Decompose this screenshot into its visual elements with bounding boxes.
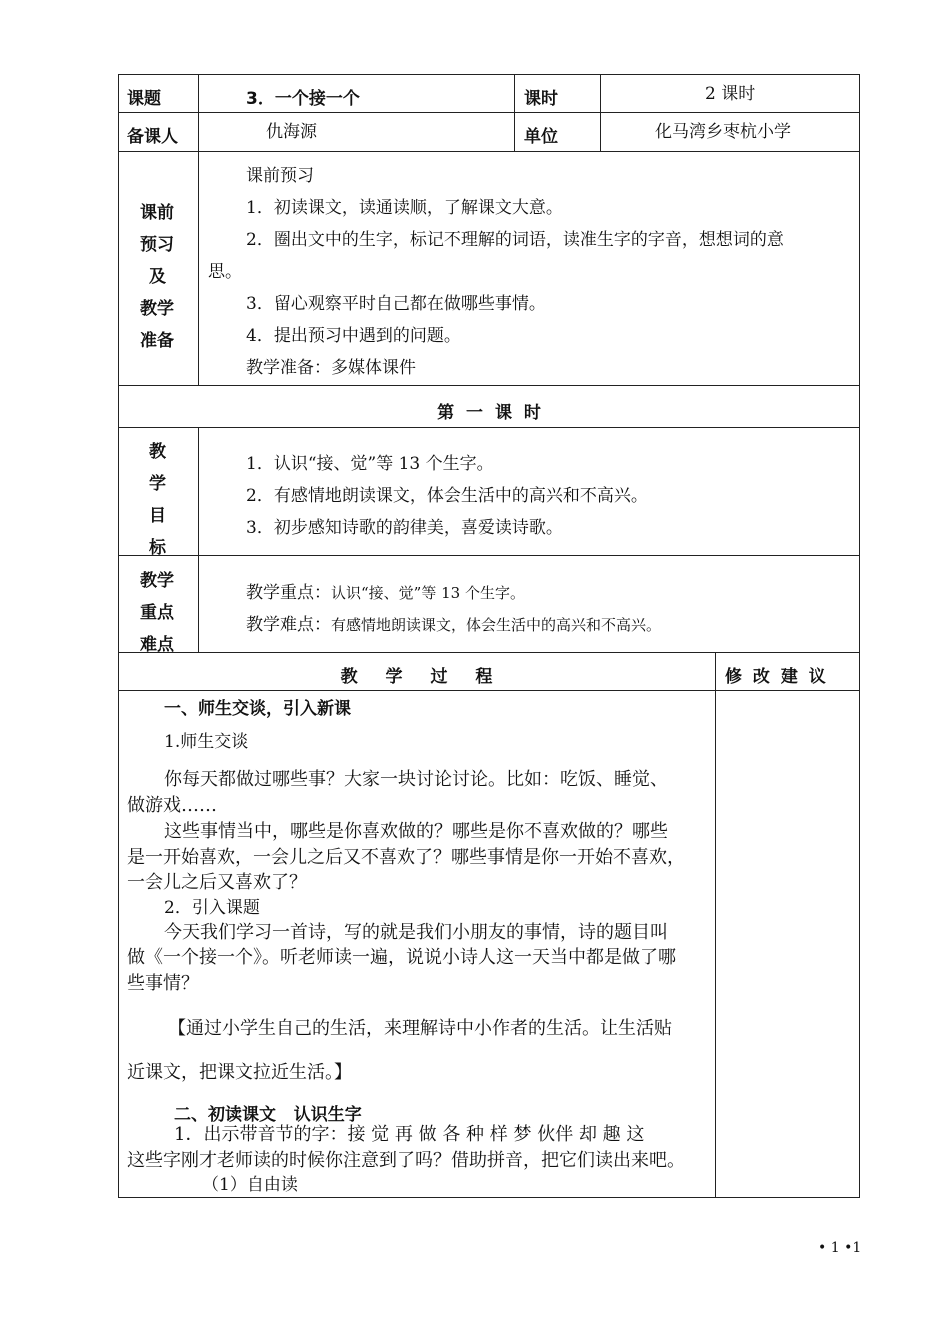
goal-line: 1．认识“接、觉”等 13 个生字。	[246, 454, 494, 474]
table-col-line	[715, 652, 716, 1197]
table-row-line	[118, 427, 860, 428]
preview-label-line: 课前	[140, 203, 174, 223]
preview-line: 4．提出预习中遇到的问题。	[246, 326, 461, 346]
unit-value: 化马湾乡枣杭小学	[655, 122, 791, 142]
goals-label-line: 标	[149, 538, 166, 558]
difficulty-label: 教学难点：	[246, 615, 331, 635]
difficulty-line	[246, 615, 661, 635]
process-header: 教 学 过 程	[340, 667, 493, 687]
table-row-line	[118, 385, 860, 386]
note-line: 近课文，把课文拉近生活。】	[127, 1062, 352, 1083]
preview-line: 思。	[208, 262, 242, 282]
keypoints-label-line: 重点	[140, 603, 174, 623]
para3-line: 做《一个接一个》。听老师读一遍，说说小诗人这一天当中都是做了哪	[127, 947, 676, 968]
para4-line: （1）自由读	[202, 1175, 298, 1195]
goal-line: 3．初步感知诗歌的韵律美，喜爱读诗歌。	[246, 518, 563, 538]
keypoints-label-line: 教学	[140, 571, 174, 591]
para1-line: 你每天都做过哪些事？大家一块讨论讨论。比如：吃饭、睡觉、	[164, 769, 668, 790]
note-line: 【通过小学生自己的生活，来理解诗中小作者的生活。让生活贴	[168, 1018, 672, 1039]
focus-text: 认识“接、觉”等 13 个生字。	[331, 584, 525, 602]
para2-line: 这些事情当中，哪些是你喜欢做的？哪些是你不喜欢做的？哪些	[164, 821, 668, 842]
table-border-left	[118, 74, 119, 1198]
para3-line: 今天我们学习一首诗，写的就是我们小朋友的事情，诗的题目叫	[164, 922, 668, 943]
lesson-title: 第 一 课 时	[437, 403, 541, 423]
table-row-line	[118, 555, 860, 556]
para4-line: 这些字刚才老师读的时候你注意到了吗？借助拼音，把它们读出来吧。	[127, 1150, 685, 1171]
section2-title: 二、初读课文 认识生字	[174, 1105, 362, 1125]
table-border-top	[118, 74, 860, 75]
item1: 1.师生交谈	[164, 732, 249, 752]
goals-label-line: 教	[149, 442, 166, 462]
table-col-line	[198, 74, 199, 385]
goal-line: 2．有感情地朗读课文，体会生活中的高兴和不高兴。	[246, 486, 648, 506]
preview-label-line: 及	[149, 267, 166, 287]
preview-line: 课前预习	[246, 166, 314, 186]
table-col-line	[600, 74, 601, 151]
hours-label: 课时	[524, 89, 558, 109]
topic-label: 课题	[127, 89, 161, 109]
preview-line: 2．圈出文中的生字，标记不理解的词语，读准生字的字音，想想词的意	[246, 230, 784, 250]
page-number: • 1 •1	[818, 1240, 862, 1256]
para4-line: 1．出示带音节的字：接 觉 再 做 各 种 样 梦 伙伴 却 趣 这	[174, 1124, 645, 1145]
table-border-right	[859, 74, 860, 1198]
preview-line: 教学准备：多媒体课件	[246, 358, 416, 378]
difficulty-text: 有感情地朗读课文，体会生活中的高兴和不高兴。	[331, 616, 662, 634]
preview-label-line: 预习	[140, 235, 174, 255]
table-row-line	[118, 690, 860, 691]
goals-label-line: 目	[149, 506, 166, 526]
preview-label-line: 教学	[140, 299, 174, 319]
table-row-line	[118, 151, 860, 152]
para2-line: 是一开始喜欢，一会儿之后又不喜欢了？哪些事情是你一开始不喜欢，	[127, 847, 685, 868]
table-border-bottom	[118, 1197, 860, 1198]
preview-label-line: 准备	[140, 331, 174, 351]
item2: 2．引入课题	[164, 898, 260, 918]
para3-line: 些事情？	[127, 973, 199, 994]
keypoints-label-line: 难点	[140, 635, 174, 655]
preview-line: 3．留心观察平时自己都在做哪些事情。	[246, 294, 546, 314]
table-col-line	[198, 427, 199, 652]
focus-line	[246, 583, 525, 603]
preparer-value: 仇海源	[266, 122, 317, 142]
para2-line: 一会儿之后又喜欢了？	[127, 872, 307, 893]
focus-label: 教学重点：	[246, 583, 331, 603]
topic-value: 3．一个接一个	[246, 89, 360, 109]
goals-label-line: 学	[149, 474, 166, 494]
section1-title: 一、师生交谈，引入新课	[164, 699, 351, 719]
suggestion-header: 修 改 建 议	[725, 667, 826, 687]
hours-value: 2 课时	[705, 84, 756, 104]
unit-label: 单位	[524, 127, 558, 147]
preparer-label: 备课人	[127, 127, 178, 147]
table-row-line	[118, 652, 860, 653]
table-col-line	[514, 74, 515, 151]
para1-line: 做游戏……	[127, 795, 217, 816]
preview-line: 1．初读课文，读通读顺，了解课文大意。	[246, 198, 563, 218]
table-row-line	[118, 112, 860, 113]
